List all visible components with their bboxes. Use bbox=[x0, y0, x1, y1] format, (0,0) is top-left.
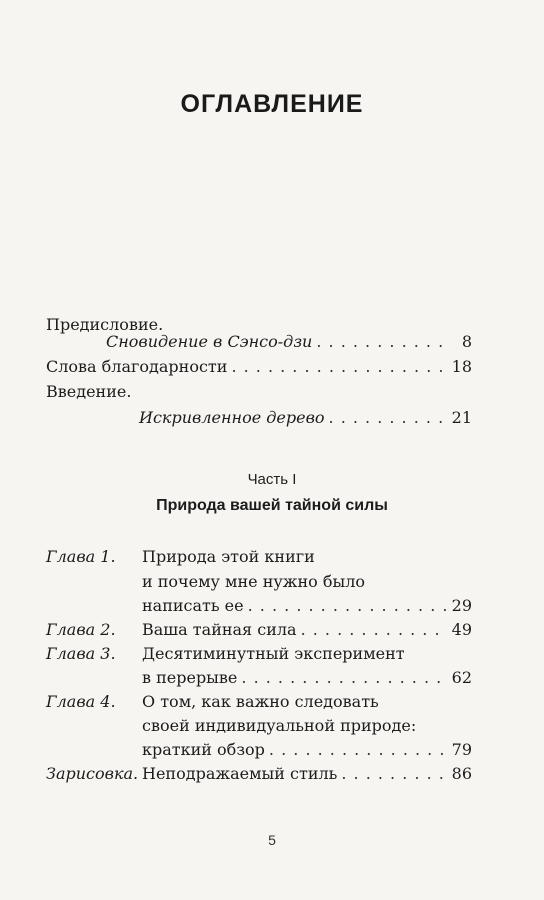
toc-page-number: 49 bbox=[451, 620, 472, 639]
toc-entry-foreword[interactable] bbox=[106, 332, 472, 352]
toc-page-number: 21 bbox=[451, 408, 472, 427]
leader-dots bbox=[241, 668, 446, 688]
toc-entry-chapter-4[interactable] bbox=[142, 740, 472, 760]
toc-label-foreword: Предисловие. bbox=[46, 315, 164, 334]
toc-heading: ОГЛАВЛЕНИЕ bbox=[180, 90, 364, 118]
toc-page-number: 62 bbox=[451, 668, 472, 687]
part-title: Природа вашей тайной силы bbox=[156, 497, 388, 514]
chapter-label: Глава 4. bbox=[46, 692, 116, 711]
toc-page-number: 29 bbox=[451, 596, 472, 615]
chapter-label: Зарисовка. bbox=[46, 764, 139, 783]
chapter-title-line: в перерыве bbox=[142, 668, 238, 687]
chapter-title-line: Природа этой книги bbox=[142, 547, 315, 566]
toc-page-number: 86 bbox=[451, 764, 472, 783]
leader-dots bbox=[301, 620, 446, 640]
toc-entry-chapter-1[interactable] bbox=[142, 596, 472, 616]
toc-page-number: 8 bbox=[461, 332, 472, 351]
leader-dots bbox=[231, 357, 446, 377]
leader-dots bbox=[316, 332, 446, 352]
chapter-label: Глава 3. bbox=[46, 644, 116, 663]
chapter-title-line: своей индивидуальной природе: bbox=[142, 716, 417, 735]
leader-dots bbox=[248, 596, 446, 616]
toc-entry-title: Искривленное дерево bbox=[139, 408, 325, 427]
chapter-title-line: Ваша тайная сила bbox=[142, 620, 297, 639]
page-number-folio: 5 bbox=[268, 832, 276, 848]
toc-entry-title: Сновидение в Сэнсо-дзи bbox=[106, 332, 313, 351]
leader-dots bbox=[341, 764, 446, 784]
leader-dots bbox=[329, 408, 446, 428]
toc-page-number: 79 bbox=[451, 740, 472, 759]
toc-entry-chapter-3[interactable] bbox=[142, 668, 472, 688]
chapter-title-line: О том, как важно следовать bbox=[142, 692, 379, 711]
toc-page-number: 18 bbox=[451, 357, 472, 376]
chapter-title-line: Десятиминутный эксперимент bbox=[142, 644, 405, 663]
chapter-title-line: и почему мне нужно было bbox=[142, 572, 366, 591]
toc-entry-chapter-2[interactable] bbox=[142, 620, 472, 640]
chapter-title-line: Неподражаемый стиль bbox=[142, 764, 338, 783]
chapter-title-line: краткий обзор bbox=[142, 740, 265, 759]
toc-entry-title: Слова благодарности bbox=[46, 357, 228, 376]
leader-dots bbox=[269, 740, 446, 760]
toc-entry-acknowledgements[interactable] bbox=[46, 357, 472, 377]
chapter-label: Глава 2. bbox=[46, 620, 116, 639]
part-label: Часть I bbox=[247, 471, 297, 488]
toc-label-introduction: Введение. bbox=[46, 382, 132, 401]
chapter-title-line: написать ее bbox=[142, 596, 244, 615]
toc-entry-sketch[interactable] bbox=[142, 764, 472, 784]
chapter-label: Глава 1. bbox=[46, 547, 116, 566]
toc-entry-introduction[interactable] bbox=[139, 408, 472, 428]
